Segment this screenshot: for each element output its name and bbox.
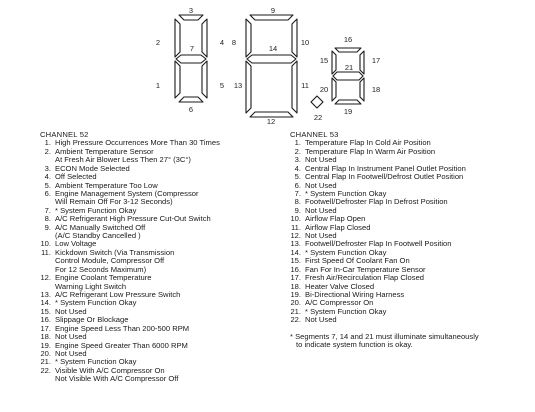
list-item xyxy=(40,367,220,384)
item-number: 9. xyxy=(44,222,51,232)
item-number: 17. xyxy=(290,273,301,283)
item-number: 7. xyxy=(294,188,301,198)
list-item xyxy=(40,190,220,207)
item-number: 6. xyxy=(44,188,51,198)
segment-10 xyxy=(292,19,297,57)
item-number: 21. xyxy=(40,357,51,367)
item-description xyxy=(51,224,145,241)
segment-15 xyxy=(332,51,336,74)
list-item xyxy=(40,148,220,165)
item-number: 19. xyxy=(290,290,301,300)
item-number: 7. xyxy=(44,205,51,215)
item-text-line: Fan For In-Car Temperature Sensor xyxy=(305,264,426,274)
list-item xyxy=(290,316,479,324)
segment-4 xyxy=(202,19,207,57)
segment-label-8-left: 4 xyxy=(219,38,225,47)
item-number: 11. xyxy=(41,247,51,257)
list-item xyxy=(40,224,220,241)
footnote-line: to indicate system function is okay. xyxy=(296,340,413,350)
item-text-line: Bi-Directional Wiring Harness xyxy=(305,290,405,300)
item-number: 12. xyxy=(40,273,51,283)
item-number: 18. xyxy=(290,281,301,291)
item-number: 18. xyxy=(40,332,51,342)
item-number: 3. xyxy=(294,155,301,165)
item-text-line: At Fresh Air Blower Less Then 27° (3C°) xyxy=(55,155,191,165)
channel-53-title: CHANNEL 53 xyxy=(290,130,339,139)
segment-label-6: 6 xyxy=(188,105,194,114)
item-number: 15. xyxy=(290,256,301,266)
item-number: 15. xyxy=(40,306,51,316)
item-description xyxy=(301,316,337,324)
segment-label-10: 10 xyxy=(300,38,310,47)
list-item xyxy=(40,249,220,274)
item-number: 1. xyxy=(294,138,301,148)
item-text-line: Footwell/Defroster Flap In Footwell Position xyxy=(305,239,452,249)
segment-label-20: 20 xyxy=(319,85,329,94)
item-number: 5. xyxy=(44,180,51,190)
item-number: 10. xyxy=(40,239,51,249)
item-description xyxy=(51,274,152,291)
item-description xyxy=(51,249,174,274)
item-text-line: * System Function Okay xyxy=(305,306,387,316)
segment-label-7: 7 xyxy=(189,44,195,53)
footnote xyxy=(290,333,479,350)
item-number: 12. xyxy=(290,231,301,241)
item-number: 2. xyxy=(44,146,51,156)
segment-label-17: 17 xyxy=(371,56,381,65)
segment-6 xyxy=(179,97,203,102)
item-number: 14. xyxy=(40,298,51,308)
item-text-line: Not Used xyxy=(55,348,87,358)
item-text-line: Engine Management System (Compressor xyxy=(55,188,199,198)
item-number: 21. xyxy=(290,306,301,316)
item-number: 8. xyxy=(294,197,301,207)
segment-label-15: 15 xyxy=(319,56,329,65)
item-number: 10. xyxy=(290,214,301,224)
item-text-line: Ambient Temperature Sensor xyxy=(55,146,154,156)
item-number: 5. xyxy=(294,172,301,182)
item-text-line: Not Used xyxy=(305,231,337,241)
item-text-line: Temperature Flap In Warm Air Position xyxy=(305,146,436,156)
segment-11 xyxy=(292,61,297,113)
item-text-line: Not Used xyxy=(305,315,337,325)
channel-52-title: CHANNEL 52 xyxy=(40,130,89,139)
item-number: 6. xyxy=(294,180,301,190)
segment-label-22: 22 xyxy=(313,113,323,122)
item-text-line: Not Visible With A/C Compressor Off xyxy=(55,374,179,384)
item-text-line: Not Used xyxy=(305,180,337,190)
item-text-line: Not Used xyxy=(305,155,337,165)
item-number: 13. xyxy=(40,290,51,300)
segment-8 xyxy=(246,19,251,57)
segment-label-16: 16 xyxy=(343,35,353,44)
item-number: 4. xyxy=(294,163,301,173)
item-text-line: A/C Refrigerant Low Pressure Switch xyxy=(55,290,181,300)
segment-label-13: 13 xyxy=(233,81,243,90)
item-text-line: Heater Valve Closed xyxy=(305,281,375,291)
item-text-line: High Pressure Occurrences More Than 30 Times xyxy=(55,138,220,148)
item-number: 22. xyxy=(40,365,51,375)
channel-52-list xyxy=(40,131,220,384)
segment-label-2: 2 xyxy=(155,38,161,47)
segment-label-3: 3 xyxy=(188,6,194,15)
item-text-line: Visible With A/C Compressor On xyxy=(55,365,165,375)
segment-label-18: 18 xyxy=(371,85,381,94)
item-text-line: * System Function Okay xyxy=(55,298,137,308)
item-text-line: Fresh Air/Recirculation Flap Closed xyxy=(305,273,425,283)
item-number: 19. xyxy=(40,340,51,350)
item-text-line: Airflow Flap Open xyxy=(305,214,366,224)
segment-label-19: 19 xyxy=(343,107,353,116)
segment-16 xyxy=(335,48,361,52)
item-text-line: Central Flap In Instrument Panel Outlet Position xyxy=(305,163,466,173)
segment-label-14: 14 xyxy=(268,44,278,53)
item-text-line: * System Function Okay xyxy=(305,247,387,257)
item-description xyxy=(51,190,199,207)
item-number: 17. xyxy=(40,323,51,333)
segment-21 xyxy=(333,72,363,80)
item-number: 16. xyxy=(290,264,301,274)
item-text-line: A/C Manually Switched Off xyxy=(55,222,146,232)
item-text-line: First Speed Of Coolant Fan On xyxy=(305,256,410,266)
item-text-line: Slippage Or Blockage xyxy=(55,315,129,325)
seven-segment-display-diagram xyxy=(0,0,535,125)
segment-label-9: 9 xyxy=(270,6,276,15)
item-text-line: Control Module, Compressor Off xyxy=(55,256,165,266)
segment-20 xyxy=(332,78,336,101)
item-text-line: Not Used xyxy=(305,205,337,215)
item-text-line: Engine Speed Greater Than 6000 RPM xyxy=(55,340,188,350)
item-description xyxy=(51,367,178,384)
channel-53-list xyxy=(290,131,479,350)
segment-label-11: 11 xyxy=(301,81,309,90)
item-text-line: Not Used xyxy=(55,332,87,342)
item-text-line: Airflow Flap Closed xyxy=(305,222,371,232)
item-text-line: Will Remain Off For 3-12 Seconds) xyxy=(55,197,173,207)
item-text-line: * System Function Okay xyxy=(305,188,387,198)
item-text-line: Kickdown Switch (Via Transmission xyxy=(55,247,175,257)
segment-3 xyxy=(179,15,203,20)
segment-2 xyxy=(175,19,180,57)
item-number: 3. xyxy=(44,163,51,173)
item-number: 8. xyxy=(44,214,51,224)
item-text-line: For 12 Seconds Maximum) xyxy=(55,264,147,274)
segment-label-5: 5 xyxy=(219,81,225,90)
item-description xyxy=(51,148,191,165)
item-text-line: Low Voltage xyxy=(55,239,97,249)
item-text-line: A/C Compressor On xyxy=(305,298,374,308)
item-text-line: Footwell/Defroster Flap In Defrost Position xyxy=(305,197,448,207)
item-text-line: (A/C Standby Cancelled ) xyxy=(55,231,141,241)
item-number: 2. xyxy=(294,146,301,156)
segment-17 xyxy=(360,51,364,74)
segment-22 xyxy=(311,96,323,108)
segment-label-21: 21 xyxy=(344,63,354,72)
item-text-line: Engine Coolant Temperature xyxy=(55,273,152,283)
item-number: 9. xyxy=(294,205,301,215)
item-text-line: Not Used xyxy=(55,306,87,316)
item-text-line: * System Function Okay xyxy=(55,205,137,215)
item-number: 13. xyxy=(290,239,301,249)
item-text-line: Warning Light Switch xyxy=(55,281,127,291)
item-text-line: A/C Refrigerant High Pressure Cut-Out Switch xyxy=(55,214,211,224)
item-number: 20. xyxy=(40,348,51,358)
item-number: 11. xyxy=(291,222,301,232)
item-text-line: Central Flap In Footwell/Defrost Outlet Position xyxy=(305,172,464,182)
item-text-line: Off Selected xyxy=(55,172,97,182)
item-text-line: Ambient Temperature Too Low xyxy=(55,180,158,190)
item-number: 4. xyxy=(44,172,51,182)
footnote-line: * Segments 7, 14 and 21 must illuminate simultaneously xyxy=(290,331,479,341)
item-number: 1. xyxy=(44,138,51,148)
item-number: 14. xyxy=(290,247,301,257)
list-item xyxy=(40,274,220,291)
segment-7 xyxy=(176,55,206,63)
item-text-line: Engine Speed Less Than 200-500 RPM xyxy=(55,323,190,333)
item-text-line: Temperature Flap In Cold Air Position xyxy=(305,138,431,148)
segment-label-12: 12 xyxy=(266,117,276,125)
segment-label-1: 1 xyxy=(155,81,161,90)
segment-label-8: 8 xyxy=(231,38,237,47)
item-number: 16. xyxy=(40,315,51,325)
item-number: 22. xyxy=(290,315,301,325)
segment-9 xyxy=(250,15,293,20)
segment-5 xyxy=(202,61,207,98)
segment-1 xyxy=(175,61,180,98)
item-number: 20. xyxy=(290,298,301,308)
segment-19 xyxy=(335,100,361,104)
segment-18 xyxy=(360,78,364,101)
segment-13 xyxy=(246,61,251,113)
item-text-line: ECON Mode Selected xyxy=(55,163,130,173)
segment-14 xyxy=(247,55,296,63)
item-text-line: * System Function Okay xyxy=(55,357,137,367)
